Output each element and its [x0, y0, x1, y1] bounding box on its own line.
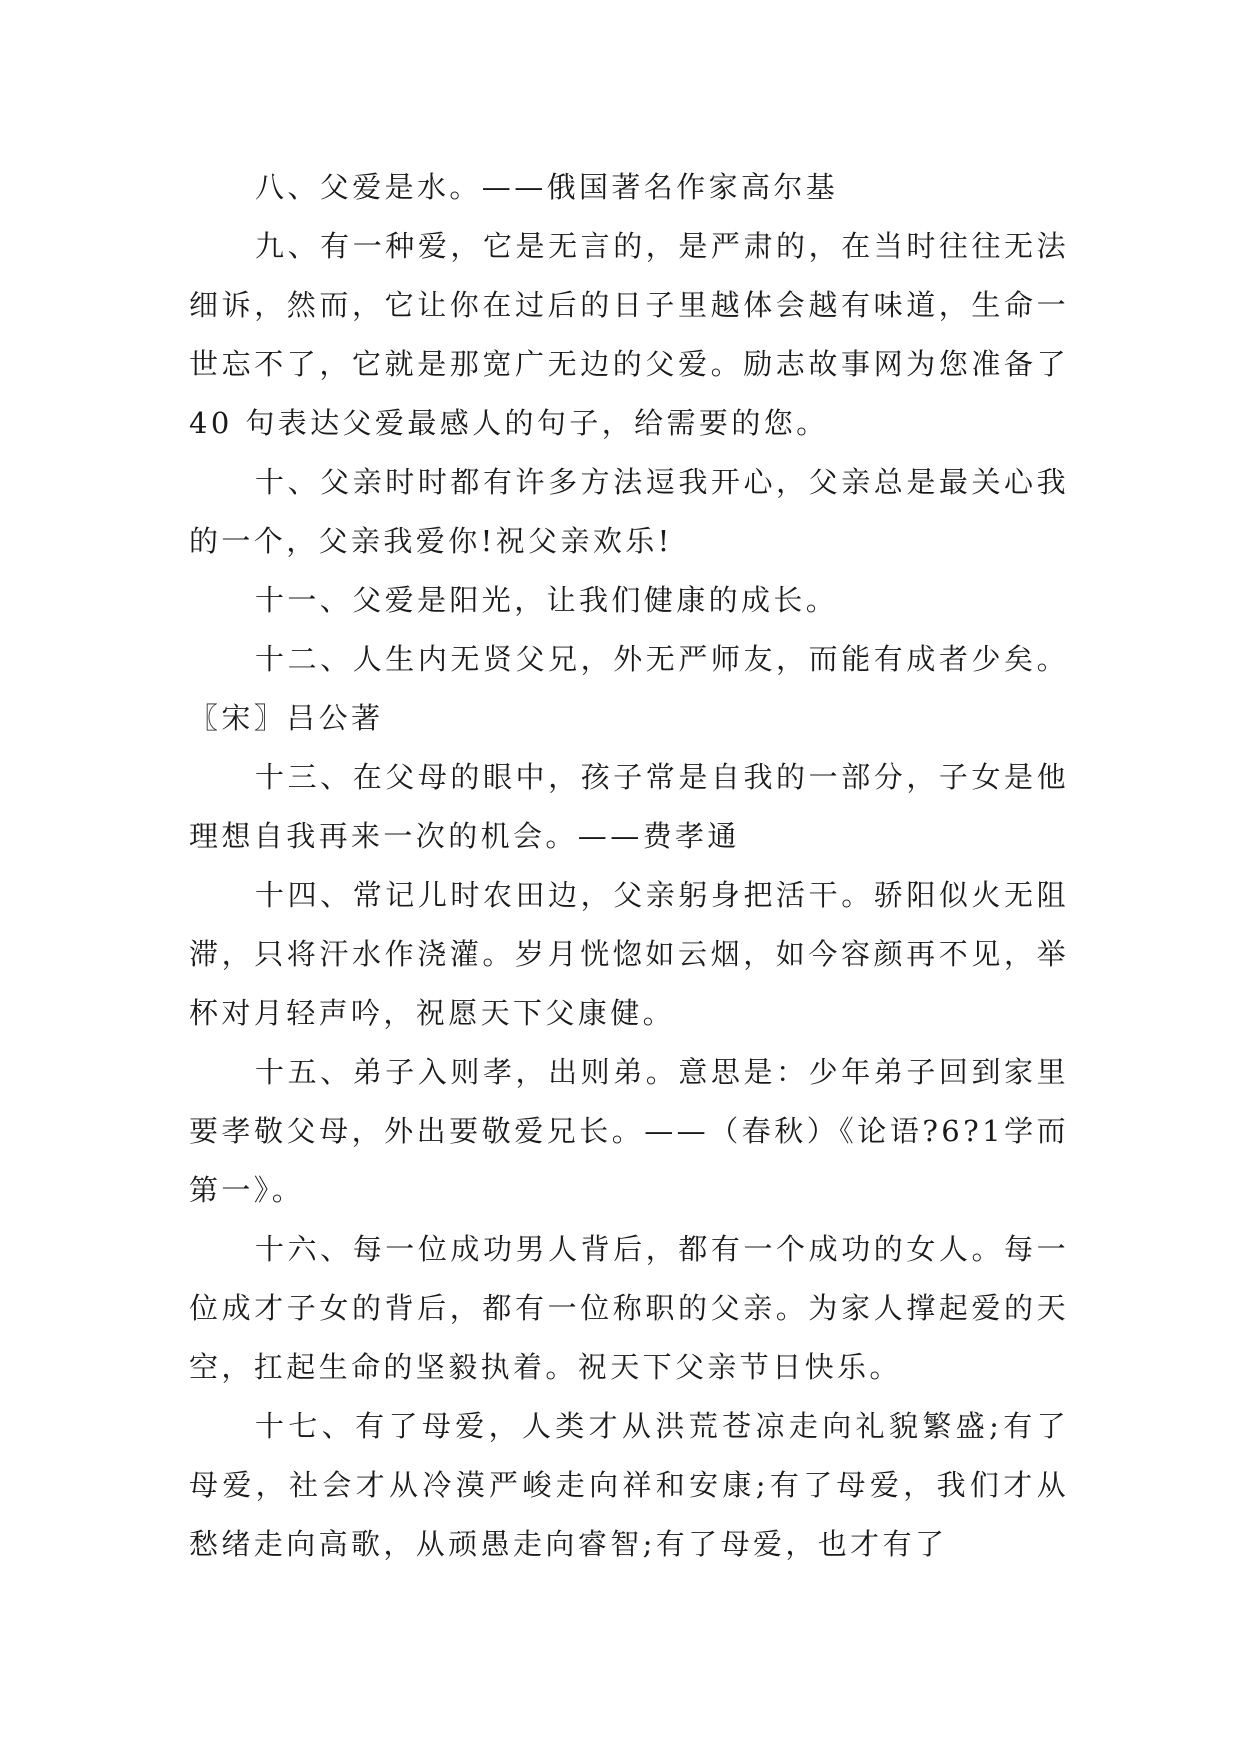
paragraph-11: 十一、父爱是阳光，让我们健康的成长。 [255, 583, 839, 617]
paragraph-12: 十二、人生内无贤父兄，外无严师友，而能有成者少矣。〖宋〗吕公著 [189, 642, 1069, 735]
paragraph-13: 十三、在父母的眼中，孩子常是自我的一部分，子女是他理想自我再来一次的机会。——费孝通 [189, 760, 1069, 853]
paragraph-15: 十五、弟子入则孝，出则弟。意思是：少年弟子回到家里要孝敬父母，外出要敬爱兄长。——（春秋）《论语?6?1学而第一》。 [189, 1055, 1069, 1207]
paragraph-8: 八、父爱是水。——俄国著名作家高尔基 [255, 170, 839, 204]
paragraph-9: 九、有一种爱，它是无言的，是严肃的，在当时往往无法细诉，然而，它让你在过后的日子里越体会越有味道，生命一世忘不了，它就是那宽广无边的父爱。励志故事网为您准备了 40 句表达父爱最感人的句子，给需要的您。 [189, 229, 1069, 440]
document-body [189, 158, 1069, 1574]
paragraph-14: 十四、常记儿时农田边，父亲躬身把活干。骄阳似火无阻滞，只将汗水作浇灌。岁月恍惚如云烟，如今容颜再不见，举杯对月轻声吟，祝愿天下父康健。 [189, 878, 1069, 1030]
paragraph-10: 十、父亲时时都有许多方法逗我开心，父亲总是最关心我的一个，父亲我爱你!祝父亲欢乐! [189, 465, 1069, 558]
paragraph-16: 十六、每一位成功男人背后，都有一个成功的女人。每一位成才子女的背后，都有一位称职的父亲。为家人撑起爱的天空，扛起生命的坚毅执着。祝天下父亲节日快乐。 [189, 1232, 1069, 1384]
paragraph-17: 十七、有了母爱，人类才从洪荒苍凉走向礼貌繁盛;有了母爱，社会才从冷漠严峻走向祥和安康;有了母爱，我们才从愁绪走向高歌，从顽愚走向睿智;有了母爱，也才有了 [189, 1409, 1069, 1561]
